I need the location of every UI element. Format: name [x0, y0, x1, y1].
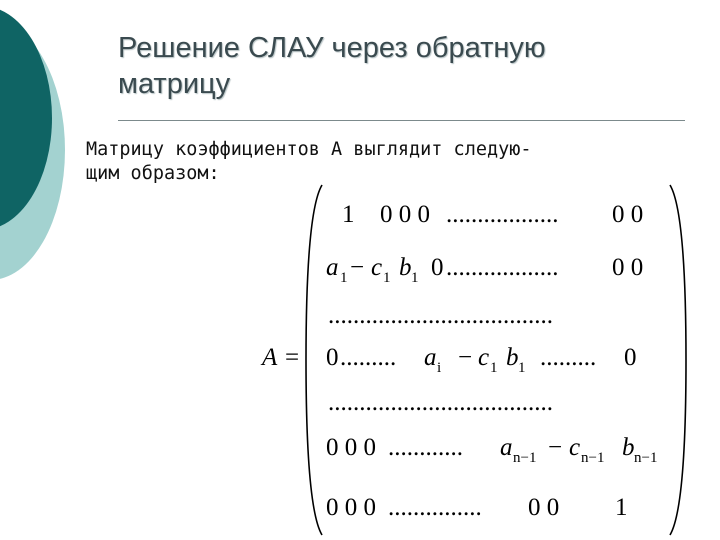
- row4-b-sub: 1: [518, 360, 526, 376]
- row4-minus: −: [458, 344, 473, 371]
- body-line-1: Матрицу коэффициентов A выглядит следую-: [86, 139, 532, 160]
- left-bracket: [306, 185, 322, 535]
- matrix-row-5: [328, 389, 553, 416]
- row4-a: a: [424, 344, 437, 371]
- row4-dots-1: .........: [340, 344, 397, 371]
- row4-a-sub: i: [437, 360, 442, 376]
- row1-zeros: 0 0 0: [380, 201, 430, 228]
- row2-c-sub: 1: [383, 270, 391, 286]
- row2-zero: 0: [431, 254, 444, 281]
- row6-a-sub: n−1: [513, 450, 537, 466]
- row4-c: c: [478, 344, 490, 371]
- matrix-row-4: [326, 344, 637, 378]
- matrix-row-3: [328, 302, 553, 329]
- row6-dots: ............: [388, 434, 463, 461]
- row2-a: a: [326, 254, 339, 281]
- row7-one: 1: [615, 494, 628, 521]
- row1-dots: ..................: [446, 201, 559, 228]
- row6-b: b: [622, 434, 635, 461]
- row4-dots-2: .........: [540, 344, 597, 371]
- row2-minus: −: [350, 254, 365, 281]
- row6-a: a: [500, 434, 513, 461]
- row3-dots: ....................................: [328, 302, 553, 329]
- row6-b-sub: n−1: [634, 450, 658, 466]
- row7-zeros: 0 0 0: [326, 494, 376, 521]
- row2-b: b: [399, 254, 412, 281]
- row7-dots: ...............: [388, 494, 482, 521]
- row2-dots: ..................: [446, 254, 559, 281]
- row4-tail: 0: [624, 344, 637, 371]
- row6-c-sub: n−1: [581, 450, 605, 466]
- equals-sign: =: [285, 344, 300, 371]
- row4-c-sub: 1: [490, 360, 498, 376]
- row2-c: c: [371, 254, 383, 281]
- row1-one: 1: [342, 201, 355, 228]
- row2-b-sub: 1: [411, 270, 419, 286]
- row4-b: b: [506, 344, 519, 371]
- row2-tail: 0 0: [612, 254, 644, 281]
- row2-a-sub: 1: [340, 270, 348, 286]
- matrix-row-6: [326, 434, 657, 468]
- row6-minus: −: [548, 434, 563, 461]
- lhs-symbol: A: [262, 344, 278, 371]
- title-line-2: матрицу: [118, 68, 231, 100]
- row1-tail: 0 0: [612, 201, 644, 228]
- row6-c: c: [569, 434, 581, 461]
- row4-zero: 0: [326, 344, 339, 371]
- row6-zeros: 0 0 0: [326, 434, 376, 461]
- matrix-row-7: [326, 494, 628, 521]
- matrix-row-1: [342, 201, 643, 228]
- matrix-lhs: [260, 344, 299, 371]
- body-line-2: щим образом:: [86, 163, 220, 184]
- matrix-row-2: [326, 254, 643, 288]
- right-bracket: [670, 185, 686, 535]
- row7-zeros-2: 0 0: [528, 494, 560, 521]
- title-line-1: Решение СЛАУ через обратную: [118, 32, 546, 64]
- row5-dots: ....................................: [328, 389, 553, 416]
